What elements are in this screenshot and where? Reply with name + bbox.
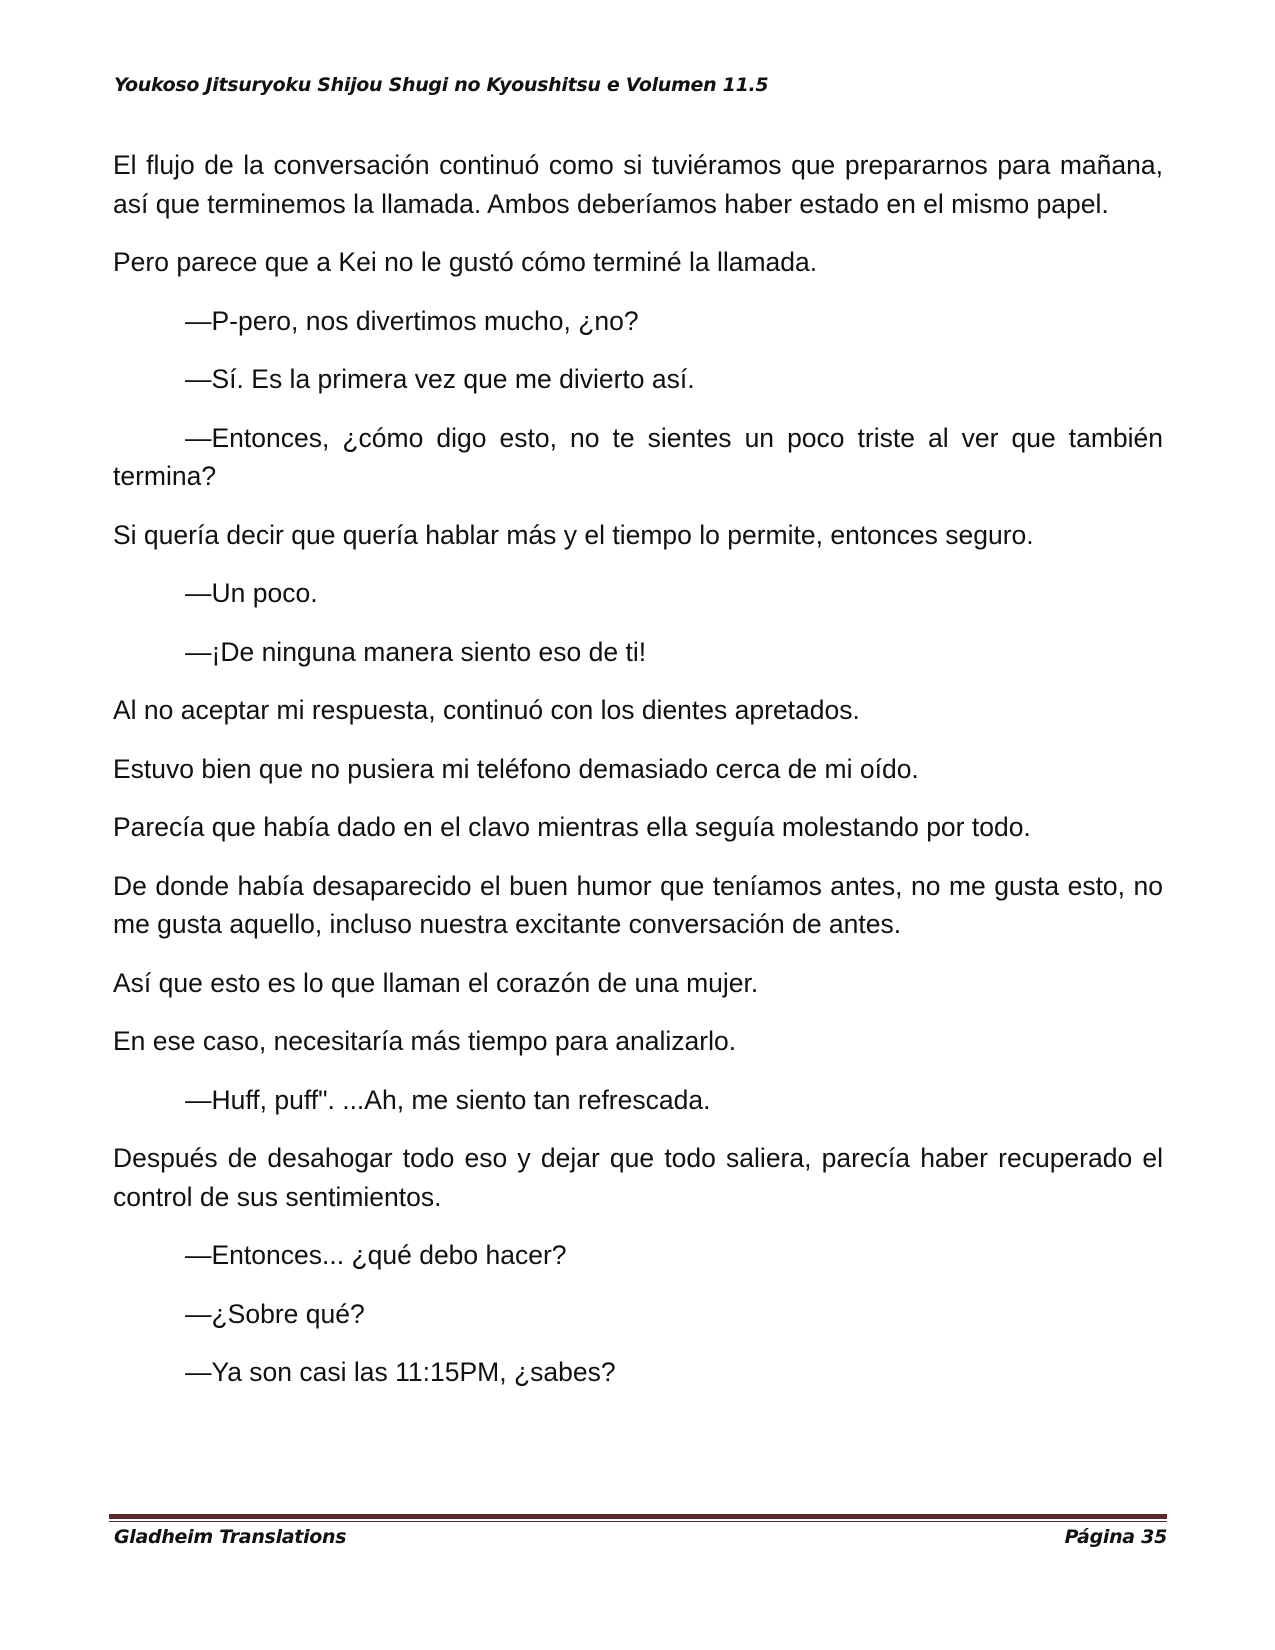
narration-paragraph: Si quería decir que quería hablar más y el tiempo lo permite, entonces seguro. (113, 519, 1034, 550)
dialogue-paragraph: —Sí. Es la primera vez que me divierto así. (185, 364, 695, 394)
dialogue-paragraph: —Huff, puff". ...Ah, me siento tan refrescada. (185, 1084, 711, 1115)
narration-paragraph: De donde había desaparecido el buen humor que teníamos antes, no me gusta esto, no me gusta aquello, incluso nuestra excitante conversación de antes. (113, 870, 1163, 939)
footer-divider-thin (109, 1521, 1167, 1522)
footer-translator: Gladheim Translations (114, 1526, 347, 1548)
narration-paragraph: Al no aceptar mi respuesta, continuó con los dientes apretados. (113, 695, 860, 725)
narration-paragraph: Parecía que había dado en el clavo mientras ella seguía molestando por todo. (113, 812, 1031, 842)
narration-paragraph: Estuvo bien que no pusiera mi teléfono demasiado cerca de mi oído. (113, 753, 919, 784)
dialogue-paragraph: —¿Sobre qué? (185, 1298, 365, 1329)
page-header-title: Youkoso Jitsuryoku Shijou Shugi no Kyoushitsu e Volumen 11.5 (114, 74, 769, 96)
dialogue-paragraph: —Entonces, ¿cómo digo esto, no te sientes un poco triste al ver que también termina? (113, 422, 1163, 491)
dialogue-paragraph: —Ya son casi las 11:15PM, ¿sabes? (185, 1357, 616, 1387)
dialogue-paragraph: —Entonces... ¿qué debo hacer? (185, 1240, 567, 1270)
footer-page-number: Página 35 (1064, 1526, 1167, 1548)
dialogue-paragraph: —P-pero, nos divertimos mucho, ¿no? (185, 305, 639, 336)
narration-paragraph: Pero parece que a Kei no le gustó cómo terminé la llamada. (113, 247, 818, 277)
narration-paragraph: Después de desahogar todo eso y dejar que todo saliera, parecía haber recuperado el control de sus sentimientos. (113, 1143, 1163, 1212)
footer-divider-thick (109, 1514, 1167, 1519)
narration-paragraph: Así que esto es lo que llaman el corazón de una mujer. (113, 967, 759, 998)
footer-divider (109, 1514, 1167, 1522)
narration-paragraph: En ese caso, necesitaría más tiempo para analizarlo. (113, 1026, 737, 1056)
dialogue-paragraph: —¡De ninguna manera siento eso de ti! (185, 636, 647, 667)
narration-paragraph: El flujo de la conversación continuó como si tuviéramos que prepararnos para mañana, así que terminemos la llamada. Ambos deberíamos haber estado en el mismo papel. (113, 150, 1163, 219)
body-text (113, 146, 1163, 1412)
dialogue-paragraph: —Un poco. (185, 578, 318, 608)
